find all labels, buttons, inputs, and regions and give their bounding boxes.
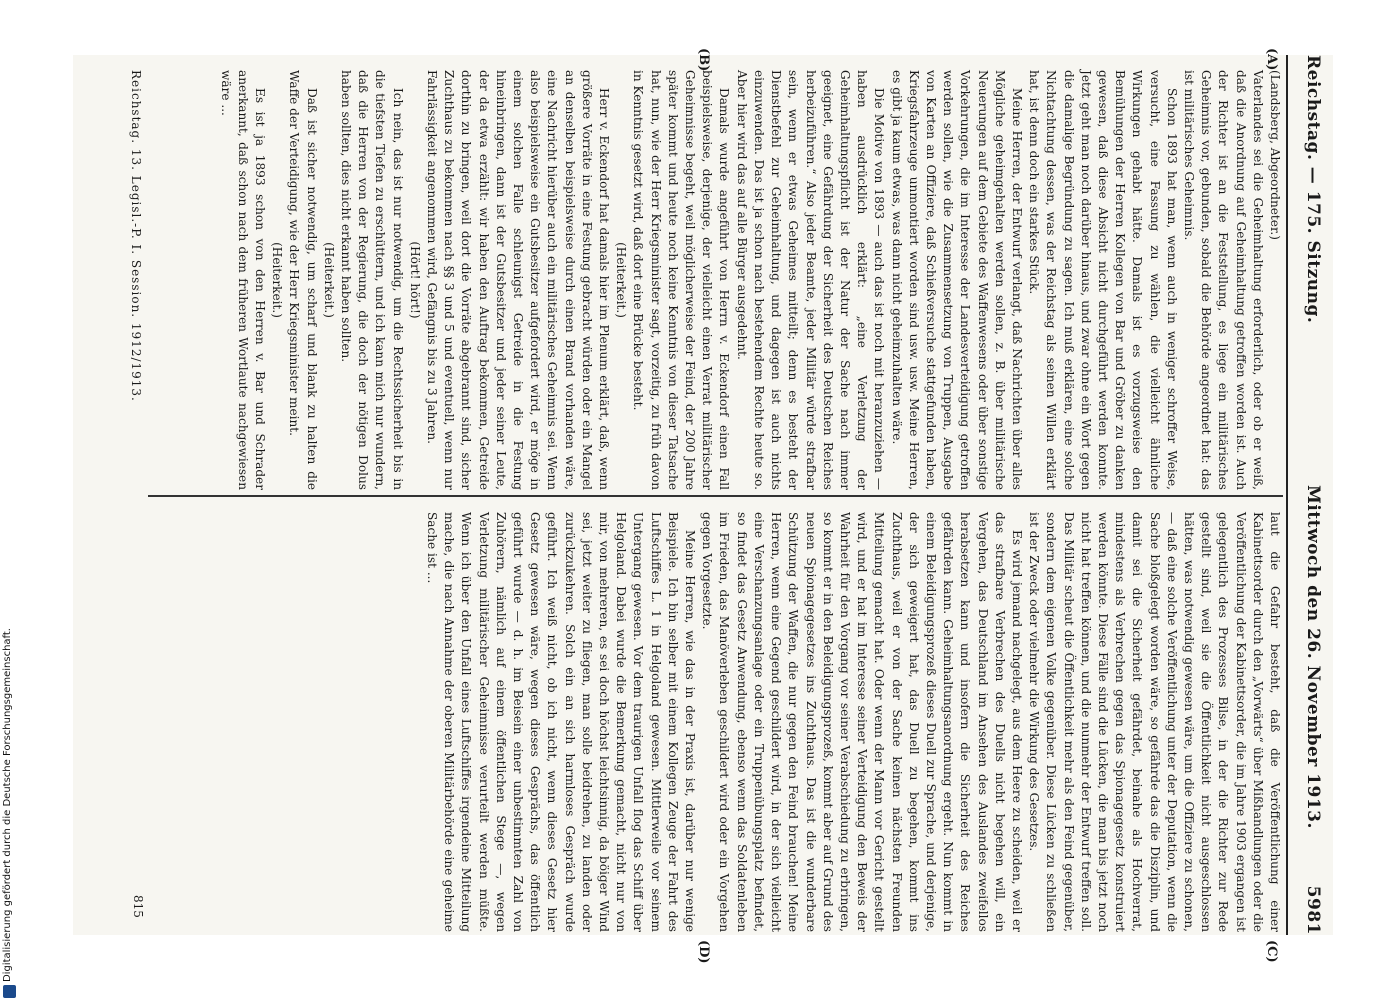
paragraph: Vaterlandes sei die Geheimhaltung erforderlich, oder ob er weiß, daß die Anordnung auf Geheimhaltung getroffen worden ist. Auch der Richter ist an die Feststellung, es liege ein militärisches Geheimnis vor, gebunden, sobald die Behörde angeordnet hat: das ist militärisches Geheimnis. <box>1181 70 1265 490</box>
margin-letter-d: (D) <box>696 940 711 964</box>
funding-note: Digitalisierung gefördert durch die Deutsche Forschungsgemeinschaft. <box>2 627 13 982</box>
paragraph: Meine Herren, wie das in der Praxis ist, darüber nur wenige Beispiele. Ich bin selber mit einem Kollegen Zeuge der Fahrt des Luftschiffes L. 1 in Helgoland gewesen. Mittlerweile vor seinem Untergang gewesen. Vor dem traurigen Unfall flog das Schiff über Helgoland. Dabei wurde die Bemerkung gemacht, nicht nur von mir, von mehreren, es sei doch höchst leichtsinnig, da böiger Wind sei, jetzt weiter zu fliegen, man solle beidrehen, zu landen oder zurückzukehren. Solch ein an sich harmloses Gespräch wurde geführt. Ich weiß nicht, ob ich nicht, wenn dieses Gesetz hier Gesetz gewesen wäre, wegen dieses Gesprächs, das öffentlich geführt wurde — d. h. im Beisein einer unbestimmten Zahl von Zuhörern, nämlich auf einem öffentlichen Stege —, wegen Verletzung militärischer Geheimnisse verurteilt werden müßte. Wenn ich über den Unfall eines Luftschiffes irgendeine Mitteilung mache, die nach Annahme der oberen Militärbehörde eine geheime Sache ist ... <box>425 512 698 932</box>
paragraph: Damals wurde angeführt von Herrn v. Eckendorf einen Fall beispielsweise, derjenige, der vielleicht einen Verrat militärischer Geheimnisse begeht, weil möglicherweise der Feind, der 200 Jahre später kommt und heute noch keine Kenntnis von dieser Tatsache hat, nun, wie der Herr Kriegsminister sagt, vorzeitig, zu früh davon in Kenntnis gesetzt wird, daß dort eine Brücke besteht. <box>631 70 732 490</box>
paragraph: Die Motive von 1893 — auch das ist noch mit heranzuziehen — haben ausdrücklich erklärt: „eine Verletzung der Geheimhaltungspflicht ist der Natur der Sache nach immer geeignet, eine Gefährdung der Sicherheit des Deutschen Reiches herbeizuführen.“ Also jeder Beamte, jeder Militär würde strafbar sein, wenn er etwas Geheimes mitteilt; denn es besteht der Dienstbefehl zur Geheimhaltung, und dagegen ist auch nichts einzuwenden. Das ist ja schon nach bestehendem Rechte heute so. Aber hier wird das auf alle Bürger ausgedehnt. <box>734 70 887 490</box>
column-divider <box>148 495 1283 497</box>
interjection: (Hört! hört!) <box>407 241 422 319</box>
dfg-logo-icon <box>3 985 16 998</box>
header-page-number: 5981 <box>1303 885 1323 935</box>
margin-letter-a: (A) <box>1264 48 1279 71</box>
interjection: (Heiterkeit.) <box>614 242 629 318</box>
header-date: Mittwoch den 26. November 1913. <box>1303 485 1323 829</box>
paragraph: Ich nein, das ist nur notwendig, um die Rechtssicherheit bis in die tiefsten Tiefen zu erschüttern, und ich kann mich nur wundern, daß die Herren von der Regierung, die doch der nötigen Dolus haben sollten, dies nicht erkannt haben sollten. <box>339 70 405 490</box>
left-column <box>216 70 1283 490</box>
paragraph: Herr v. Eckendorf hat damals hier im Plenum erklärt, daß, wenn größere Vorräte in eine Festung gebracht würden oder ein Mangel an denselben beispielsweise durch einen Brand vorhanden wäre, eine Nachricht hierüber auch ein militärisches Geheimnis sei. Wenn also beispielsweise ein Gutsbesitzer aufgefordert wird, er möge in einem solchen Falle schleunigst Getreide in die Festung hineinbringen, dann ist der Gutsbesitzer und jeder seiner Leute, der da etwa erzählt: wir haben den Auftrag bekommen, Getreide dorthin zu bringen, weil dort die Vorräte abgebrannt sind, sicher Zuchthaus zu bekommen nach §§ 3 und 5 und eventuell, wenn nur Fahrlässigkeit angenommen wird, Gefängnis bis zu 3 Jahren. <box>425 70 612 490</box>
interjection: (Heiterkeit.) <box>321 242 336 318</box>
paragraph: Meine Herren, der Entwurf verlangt, daß Nachrichten über alles Mögliche geheimgehalten werden sollen, z. B. über militärische Neuerungen auf dem Gebiete des Waffenwesens oder über sonstige Vorkehrungen, die im Interesse der Landesverteidigung getroffen werden sollen, wie die Zusammensetzung von Truppen, Ausgabe von Karten an Offiziere, daß Schießversuche stattgefunden haben, Kriegsfahrzeuge unmontiert worden sind usw. usw. Meine Herren, es gibt ja kaum etwas, was dann nicht geheimzuhalten wäre. <box>889 70 1024 490</box>
speaker-head: (Landsberg, Abgeordneter.) <box>1268 70 1282 240</box>
header-left: Reichstag. — 175. Sitzung. <box>1303 55 1323 324</box>
paragraph: Schon 1893 hat man, wenn auch in weniger schroffer Weise, versucht, eine Fassung zu wählen, die vielleicht ähnliche Wirkungen gehabt hätte. Damals ist es vorzugsweise den Bemühungen der Herren Kollegen von Bar und Gröber zu danken gewesen, daß diese Absicht nicht durchgeführt werden konnte. Jetzt geht man noch darüber hinaus, und zwar ohne ein Wort gegen die damalige Begründung zu sagen. Ich muß erklären, eine solche Nichtachtung dessen, was der Reichstag als seinen Willen erklärt hat, ist denn doch ein starkes Stück. <box>1027 70 1179 490</box>
paragraph: Es ist ja 1893 schon von den Herren v. Bar und Schrader anerkannt, daß schon nach dem früheren Wortlaute nachgewiesen wäre ... <box>218 70 268 490</box>
page-header <box>1295 55 1325 935</box>
paragraph: laut die Gefahr besteht, daß die Veröffentlichung einer Kabinettsorder durch den „Vorwärts“ über Mißhandlungen oder die Veröffentlichung der Kabinettsorder, die im Jahre 1903 ergangen ist gelegentlich des Prozesses Bilse, in der die Richter zur Rede gestellt sind, weil sie die Öffentlichkeit nicht ausgeschlossen hätten, was notwendig gewesen wäre, um die Offiziere zu schonen, — daß eine solche Veröffentlichung unter der Deputation, wenn die Sache bloßgelegt worden wäre, so gefährde das die Disziplin, und damit sei die Sicherheit gefährdet, beinahe als Hochverrat, mindestens als Verbrechen gegen das Spionagegesetz konstruiert werden könnte. Diese Fälle sind die Lücken, die man bis jetzt noch nicht hat treffen können, und die nunmehr der Entwurf treffen soll. Das Militär scheut die Öffentlichkeit mehr als den Feind gegenüber, sondern dem eigenen Volke gegenüber. Diese Lücken zu schließen ist der Zweck oder vielmehr die Wirkung des Gesetzes. <box>1027 512 1282 932</box>
funding-sidebar <box>0 0 20 1000</box>
paragraph: Daß ist sicher notwendig, um scharf und blank zu halten die Waffe der Verteidigung, wie der Herr Kriegsminister meint. <box>287 70 319 490</box>
footer-page-number: 815 <box>131 895 145 918</box>
interjection: (Heiterkeit.) <box>270 242 285 318</box>
margin-letter-b: (B) <box>696 48 711 72</box>
paragraph: Es wird jemand nachgelegt, aus dem Heere zu scheiden, weil er das strafbare Verbrechen des Duells nicht begehen will, ein Vergehen, das Deutschland im Ansehen des Auslandes zweifellos herabsetzen kann und insofern die Sicherheit des Reiches gefährden kann. Geheimhaltungsanordnung ergeht. Nun kommt in einem Beleidigungsprozeß dieses Duell zur Sprache, und derjenige, der sich geweigert hat, das Duell zu begehen, kommt ins Zuchthaus, weil er von der Sache keinen nächsten Freunden Mitteilung gemacht hat. Oder wenn der Mann vor Gericht gestellt wird, und er hat im Interesse seiner Verteidigung den Beweis der Wahrheit für den Vorgang vor seiner Verabschiedung zu erbringen, so kommt er in den Beleidigungsprozeß, kommt aber auf Grund des neuen Spionagegesetzes ins Zuchthaus. Das ist die wunderbare Schützung der Waffen, die nur gegen den Feind brauchen! Meine Herren, wenn eine Gegend geschildert wird, in der sich vielleicht eine Verschanzungsanlage oder ein Truppenübungsplatz befindet, so findet das Gesetz Anwendung, ebenso wenn das Soldatenleben im Frieden, das Manöverleben geschildert wird oder ein Vorgehen gegen Vorgesetzte. <box>700 512 1024 932</box>
header-rule <box>1286 55 1288 935</box>
margin-letter-c: (C) <box>1264 940 1279 963</box>
footer-source: Reichstag. 13. Legisl.-P. I. Session. 1912/1913. <box>129 70 143 402</box>
right-column <box>423 512 1283 932</box>
